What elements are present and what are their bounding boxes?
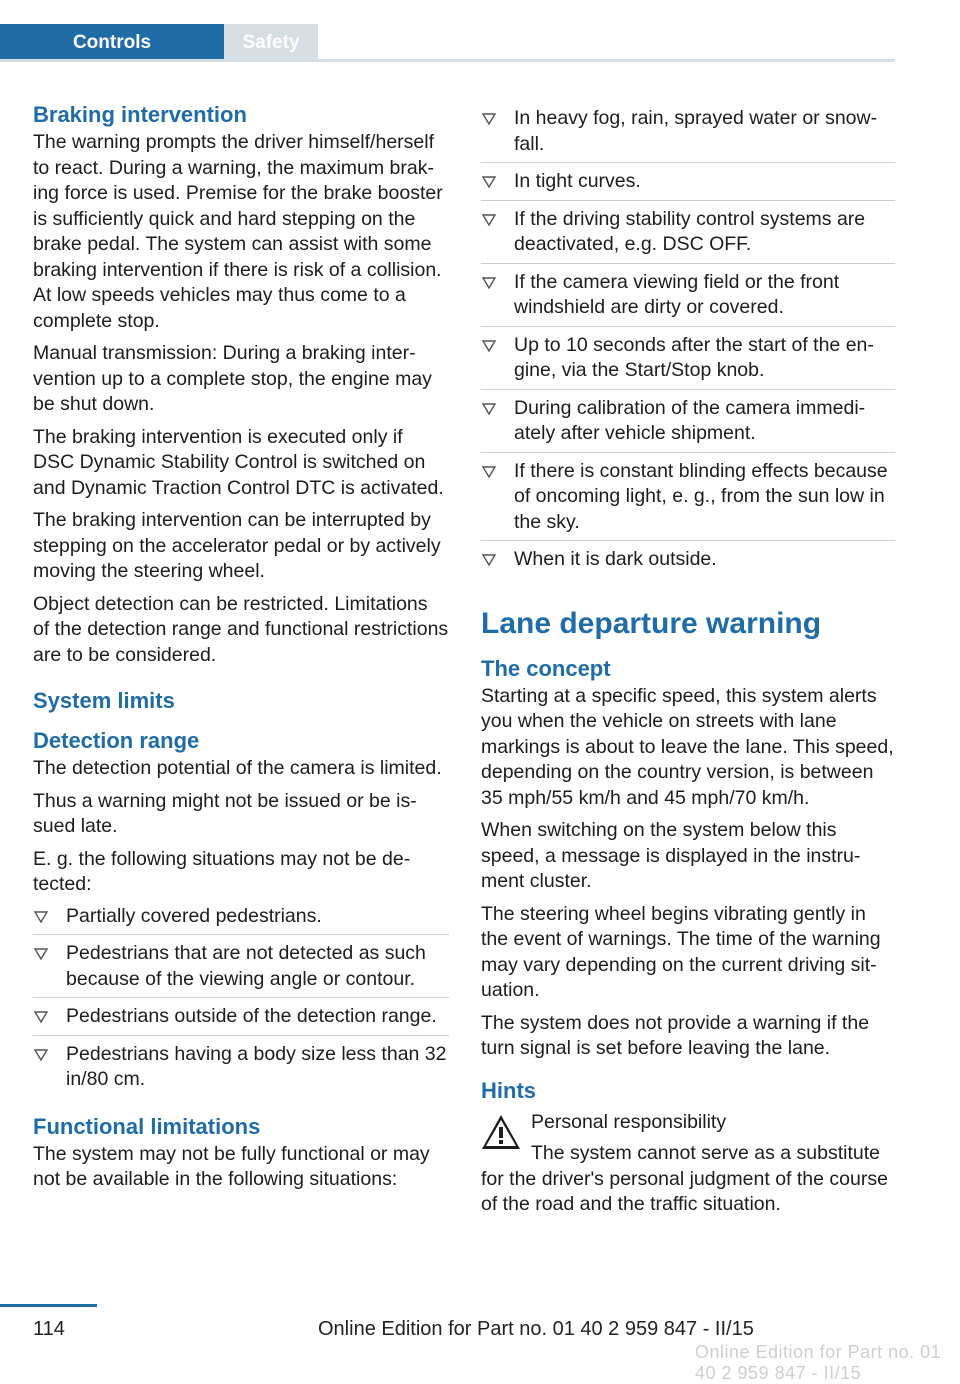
watermark: Online Edition for Part no. 01 40 2 959 847 - II/15 bbox=[695, 1342, 942, 1383]
list-item bbox=[33, 935, 449, 998]
list-item bbox=[33, 1036, 449, 1098]
triangle-bullet-icon bbox=[33, 1043, 49, 1065]
paragraph: Thus a warning might not be issued or be issued late. bbox=[33, 789, 417, 837]
triangle-bullet-icon bbox=[481, 334, 497, 356]
list-item-text: In heavy fog, rain, sprayed water or snowfall. bbox=[514, 107, 878, 155]
list-item-text: If there is constant blinding effects because of oncoming light, e. g., from the sun low in the sky. bbox=[514, 459, 888, 533]
paragraph: The braking intervention can be interrupted by stepping on the accelerator pedal or by actively moving the steering wheel. bbox=[33, 509, 441, 582]
list-item bbox=[481, 453, 895, 542]
detection-range-heading: Detection range bbox=[33, 728, 200, 753]
triangle-bullet-icon bbox=[481, 548, 497, 570]
edition-text: Online Edition for Part no. 01 40 2 959 847 - II/15 bbox=[318, 1318, 754, 1340]
triangle-bullet-icon bbox=[481, 460, 497, 482]
triangle-bullet-icon bbox=[33, 905, 49, 927]
list-item bbox=[481, 100, 895, 163]
right-column bbox=[481, 100, 895, 1218]
hints-heading: Hints bbox=[481, 1077, 536, 1103]
left-column bbox=[33, 100, 449, 1200]
paragraph: Manual transmission: During a braking intervention up to a complete stop, the engine may be shut down. bbox=[33, 342, 432, 415]
list-item-text: Pedestrians outside of the detection range. bbox=[66, 1005, 437, 1027]
triangle-bullet-icon bbox=[481, 208, 497, 230]
functional-limitations-heading: Functional limitations bbox=[33, 1113, 261, 1139]
situation-list bbox=[481, 100, 895, 578]
hint-heading: Personal responsibility bbox=[531, 1110, 727, 1133]
list-item-text: When it is dark outside. bbox=[514, 548, 717, 570]
paragraph: Object detection can be restricted. Limitations of the detection range and functional restrictions are to be considered. bbox=[33, 592, 449, 666]
list-item bbox=[481, 201, 895, 264]
triangle-bullet-icon bbox=[33, 1005, 49, 1027]
list-item-text: In tight curves. bbox=[514, 170, 641, 192]
paragraph: The detection potential of the camera is limited. bbox=[33, 757, 442, 779]
list-item bbox=[481, 327, 895, 390]
list-item bbox=[33, 898, 449, 936]
list-item-text: During calibration of the camera immediately after vehicle shipment. bbox=[514, 396, 866, 444]
triangle-bullet-icon bbox=[33, 942, 49, 964]
paragraph: The system may not be fully functional or may not be available in the following situations: bbox=[33, 1142, 430, 1190]
list-item-text: If the driving stability control systems are deactivated, e.g. DSC OFF. bbox=[514, 207, 866, 255]
list-item-text: Pedestrians that are not detected as such because of the viewing angle or contour. bbox=[66, 942, 426, 990]
triangle-bullet-icon bbox=[481, 107, 497, 129]
list-item-text: If the camera viewing field or the front windshield are dirty or covered. bbox=[514, 270, 840, 318]
list-item bbox=[33, 998, 449, 1036]
triangle-bullet-icon bbox=[481, 397, 497, 419]
concept-heading: The concept bbox=[481, 655, 611, 681]
paragraph: The warning prompts the driver himself/herself to react. During a warning, the maximum braking force is used. Premise for the brake booster is sufficiently quick and hard stepping on the brake pedal. The system can assist with some braking intervention if there is risk of a collision. At low speeds vehicles may thus come to a complete stop. bbox=[33, 131, 443, 332]
tab-controls[interactable]: Controls bbox=[0, 24, 224, 62]
hint-text: for the driver's personal judgment of the course of the road and the traffic situation. bbox=[481, 1167, 888, 1215]
system-limits-heading: System limits bbox=[33, 688, 175, 713]
list-item bbox=[481, 264, 895, 327]
header-tabs bbox=[0, 24, 895, 62]
warning-triangle-icon bbox=[481, 1114, 521, 1150]
list-item bbox=[481, 390, 895, 453]
triangle-bullet-icon bbox=[481, 271, 497, 293]
detection-list bbox=[33, 898, 449, 1098]
hint-first-line: The system cannot serve as a substitute bbox=[531, 1142, 881, 1164]
paragraph: E. g. the following situations may not be detected: bbox=[33, 847, 411, 895]
warning-hint bbox=[481, 1110, 895, 1218]
triangle-bullet-icon bbox=[481, 170, 497, 192]
list-item bbox=[481, 541, 895, 578]
list-item bbox=[481, 163, 895, 201]
paragraph: The system does not provide a warning if the turn signal is set before leaving the lane. bbox=[481, 1011, 870, 1059]
paragraph: When switching on the system below this speed, a message is displayed in the instrument cluster. bbox=[481, 819, 861, 892]
braking-intervention-heading: Braking intervention bbox=[33, 102, 247, 127]
list-item-text: Partially covered pedestrians. bbox=[66, 904, 322, 927]
page-number: 114 bbox=[33, 1318, 65, 1340]
tab-safety[interactable]: Safety bbox=[224, 24, 318, 62]
list-item-text: Up to 10 seconds after the start of the engine, via the Start/Stop knob. bbox=[514, 333, 874, 381]
list-item-text: Pedestrians having a body size less than 32 in/80 cm. bbox=[66, 1042, 447, 1090]
footer-rule bbox=[0, 1304, 97, 1307]
paragraph: Starting at a specific speed, this system alerts you when the vehicle on streets with lane markings is about to leave the lane. This speed, depending on the country version, is between 35 mph/55 km/h and 45 mph/70 km/h. bbox=[481, 684, 894, 809]
paragraph: The braking intervention is executed only if DSC Dynamic Stability Control is switched on and Dynamic Traction Control DTC is activated. bbox=[33, 425, 444, 499]
paragraph: The steering wheel begins vibrating gently in the event of warnings. The time of the warning may vary depending on the current driving situation. bbox=[481, 902, 881, 1001]
header-rule bbox=[0, 59, 895, 62]
lane-departure-warning-heading: Lane departure warning bbox=[481, 606, 822, 640]
